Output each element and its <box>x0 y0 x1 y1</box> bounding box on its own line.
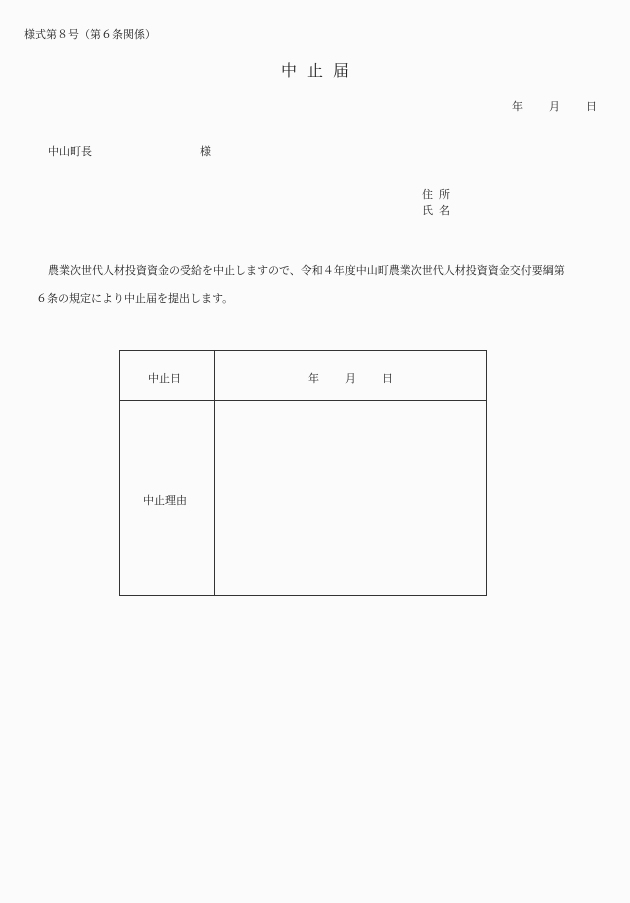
date-year-label: 年 <box>512 100 523 113</box>
stop-reason-field[interactable] <box>215 401 487 596</box>
applicant-name-label: 氏名 <box>422 204 456 217</box>
stop-date-year-label: 年 <box>308 372 319 385</box>
stop-date-field[interactable] <box>308 370 393 386</box>
body-text-line-1: 農業次世代人材投資資金の受給を中止しますので、令和４年度中山町農業次世代人材投資資金交付要綱第 <box>48 264 565 277</box>
stop-details-table <box>119 350 487 596</box>
body-text-line-2: ６条の規定により中止届を提出します。 <box>36 292 234 305</box>
stop-date-label: 中止日 <box>148 372 181 385</box>
stop-reason-label: 中止理由 <box>143 494 187 507</box>
page-title: 中止届 <box>280 61 359 80</box>
date-month-label: 月 <box>549 100 560 113</box>
applicant-address-label: 住所 <box>422 188 456 201</box>
addressee-name: 中山町長 <box>48 145 92 158</box>
stop-date-month-label: 月 <box>345 372 356 385</box>
addressee-honorific: 様 <box>200 145 211 158</box>
submission-date <box>512 98 597 114</box>
stop-date-day-label: 日 <box>382 372 393 385</box>
date-day-label: 日 <box>586 100 597 113</box>
form-number: 様式第８号（第６条関係） <box>24 28 156 41</box>
